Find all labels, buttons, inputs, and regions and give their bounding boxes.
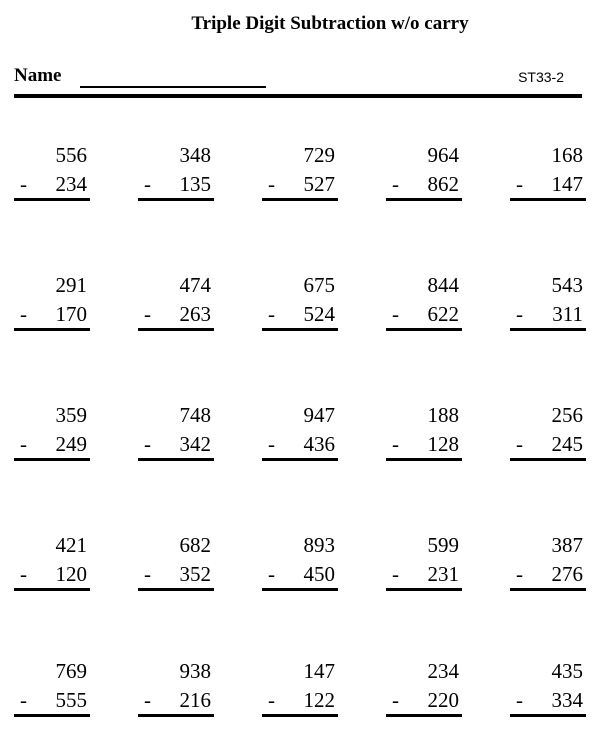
- subtraction-problem: [510, 402, 586, 464]
- subtrahend-row: [510, 431, 583, 457]
- minus-sign: -: [144, 172, 151, 196]
- subtrahend: 234: [55, 172, 87, 196]
- answer-line[interactable]: [138, 328, 214, 331]
- subtraction-problem: [14, 658, 90, 720]
- minuend: 543: [551, 273, 583, 297]
- subtraction-problem: [138, 532, 214, 594]
- answer-line[interactable]: [386, 714, 462, 717]
- minuend: 188: [427, 403, 459, 427]
- subtraction-problem: [14, 402, 90, 464]
- subtrahend-row: [138, 171, 211, 197]
- subtrahend-row: [14, 687, 87, 713]
- minus-sign: -: [144, 302, 151, 326]
- subtraction-problem: [14, 272, 90, 334]
- minus-sign: -: [268, 432, 275, 456]
- minuend: 348: [179, 143, 211, 167]
- minus-sign: -: [516, 688, 523, 712]
- subtrahend-row: [262, 171, 335, 197]
- header-rule: [14, 94, 582, 98]
- subtrahend-row: [262, 301, 335, 327]
- answer-line[interactable]: [510, 198, 586, 201]
- subtrahend: 352: [179, 562, 211, 586]
- minus-sign: -: [144, 432, 151, 456]
- minus-sign: -: [144, 688, 151, 712]
- subtraction-problem: [262, 272, 338, 334]
- subtrahend-row: [14, 301, 87, 327]
- minus-sign: -: [392, 432, 399, 456]
- subtrahend: 147: [551, 172, 583, 196]
- subtraction-problem: [510, 658, 586, 720]
- answer-line[interactable]: [262, 458, 338, 461]
- subtrahend-row: [14, 561, 87, 587]
- subtrahend: 527: [303, 172, 335, 196]
- subtrahend-row: [262, 431, 335, 457]
- subtraction-problem: [262, 402, 338, 464]
- subtrahend: 128: [427, 432, 459, 456]
- minuend: 421: [55, 533, 87, 557]
- minus-sign: -: [516, 172, 523, 196]
- subtraction-problem: [262, 658, 338, 720]
- minuend: 435: [551, 659, 583, 683]
- minus-sign: -: [516, 432, 523, 456]
- subtrahend-row: [386, 301, 459, 327]
- subtrahend-row: [386, 687, 459, 713]
- subtrahend: 436: [303, 432, 335, 456]
- answer-line[interactable]: [386, 198, 462, 201]
- subtrahend-row: [510, 171, 583, 197]
- answer-line[interactable]: [138, 198, 214, 201]
- minus-sign: -: [268, 172, 275, 196]
- minuend: 893: [303, 533, 335, 557]
- minuend: 729: [303, 143, 335, 167]
- subtrahend-row: [138, 301, 211, 327]
- answer-line[interactable]: [14, 588, 90, 591]
- subtrahend-row: [510, 301, 583, 327]
- name-label: Name: [14, 65, 62, 86]
- subtrahend: 249: [55, 432, 87, 456]
- subtrahend: 263: [179, 302, 211, 326]
- minuend: 938: [179, 659, 211, 683]
- minuend: 168: [551, 143, 583, 167]
- minus-sign: -: [268, 562, 275, 586]
- minus-sign: -: [392, 172, 399, 196]
- answer-line[interactable]: [138, 588, 214, 591]
- minuend: 556: [55, 143, 87, 167]
- answer-line[interactable]: [262, 714, 338, 717]
- answer-line[interactable]: [262, 588, 338, 591]
- subtrahend-row: [386, 561, 459, 587]
- subtraction-problem: [14, 142, 90, 204]
- answer-line[interactable]: [510, 458, 586, 461]
- minuend: 359: [55, 403, 87, 427]
- answer-line[interactable]: [262, 198, 338, 201]
- minus-sign: -: [20, 562, 27, 586]
- subtrahend-row: [138, 431, 211, 457]
- subtraction-problem: [262, 142, 338, 204]
- answer-line[interactable]: [14, 198, 90, 201]
- minuend: 682: [179, 533, 211, 557]
- subtraction-problem: [510, 142, 586, 204]
- subtrahend: 122: [303, 688, 335, 712]
- subtrahend: 135: [179, 172, 211, 196]
- subtrahend: 450: [303, 562, 335, 586]
- minus-sign: -: [20, 432, 27, 456]
- subtraction-problem: [386, 272, 462, 334]
- minuend: 769: [55, 659, 87, 683]
- subtrahend: 862: [427, 172, 459, 196]
- minuend: 234: [427, 659, 459, 683]
- minuend: 387: [551, 533, 583, 557]
- subtrahend: 555: [55, 688, 87, 712]
- subtraction-problem: [138, 402, 214, 464]
- minus-sign: -: [268, 688, 275, 712]
- subtraction-problem: [138, 142, 214, 204]
- subtraction-problem: [510, 272, 586, 334]
- minus-sign: -: [392, 688, 399, 712]
- subtrahend: 622: [427, 302, 459, 326]
- answer-line[interactable]: [510, 714, 586, 717]
- name-row: [14, 64, 582, 92]
- answer-line[interactable]: [510, 588, 586, 591]
- answer-line[interactable]: [386, 458, 462, 461]
- minuend: 599: [427, 533, 459, 557]
- answer-line[interactable]: [14, 328, 90, 331]
- subtraction-problem: [386, 532, 462, 594]
- minuend: 291: [55, 273, 87, 297]
- answer-line[interactable]: [510, 328, 586, 331]
- minus-sign: -: [20, 688, 27, 712]
- subtrahend: 524: [303, 302, 335, 326]
- subtrahend-row: [262, 561, 335, 587]
- subtrahend-row: [386, 431, 459, 457]
- subtrahend-row: [14, 171, 87, 197]
- subtrahend: 216: [179, 688, 211, 712]
- worksheet-code: ST33-2: [518, 69, 564, 85]
- subtrahend: 231: [427, 562, 459, 586]
- subtrahend: 334: [551, 688, 583, 712]
- minus-sign: -: [516, 302, 523, 326]
- subtrahend-row: [138, 561, 211, 587]
- minus-sign: -: [144, 562, 151, 586]
- subtraction-problem: [138, 658, 214, 720]
- subtrahend-row: [14, 431, 87, 457]
- minuend: 748: [179, 403, 211, 427]
- subtrahend: 120: [55, 562, 87, 586]
- minuend: 675: [303, 273, 335, 297]
- answer-line[interactable]: [138, 714, 214, 717]
- minuend: 474: [179, 273, 211, 297]
- answer-line[interactable]: [386, 328, 462, 331]
- subtraction-problem: [386, 402, 462, 464]
- subtrahend-row: [510, 561, 583, 587]
- minuend: 844: [427, 273, 459, 297]
- answer-line[interactable]: [14, 458, 90, 461]
- subtraction-problem: [262, 532, 338, 594]
- minuend: 964: [427, 143, 459, 167]
- subtrahend: 245: [551, 432, 583, 456]
- subtrahend-row: [510, 687, 583, 713]
- subtraction-problem: [138, 272, 214, 334]
- subtraction-problem: [510, 532, 586, 594]
- subtraction-problem: [14, 532, 90, 594]
- subtrahend: 342: [179, 432, 211, 456]
- minus-sign: -: [392, 302, 399, 326]
- subtrahend-row: [386, 171, 459, 197]
- subtrahend-row: [262, 687, 335, 713]
- answer-line[interactable]: [386, 588, 462, 591]
- minus-sign: -: [516, 562, 523, 586]
- subtrahend: 170: [55, 302, 87, 326]
- minus-sign: -: [392, 562, 399, 586]
- minus-sign: -: [268, 302, 275, 326]
- worksheet-title: Triple Digit Subtraction w/o carry: [191, 13, 469, 34]
- subtrahend-row: [138, 687, 211, 713]
- answer-line[interactable]: [138, 458, 214, 461]
- minuend: 947: [303, 403, 335, 427]
- minuend: 147: [303, 659, 335, 683]
- answer-line[interactable]: [262, 328, 338, 331]
- subtraction-problem: [386, 142, 462, 204]
- name-blank-line[interactable]: [80, 86, 266, 88]
- subtrahend: 276: [551, 562, 583, 586]
- answer-line[interactable]: [14, 714, 90, 717]
- subtrahend: 220: [427, 688, 459, 712]
- minus-sign: -: [20, 302, 27, 326]
- subtraction-problem: [386, 658, 462, 720]
- minuend: 256: [551, 403, 583, 427]
- minus-sign: -: [20, 172, 27, 196]
- subtrahend: 311: [552, 302, 583, 326]
